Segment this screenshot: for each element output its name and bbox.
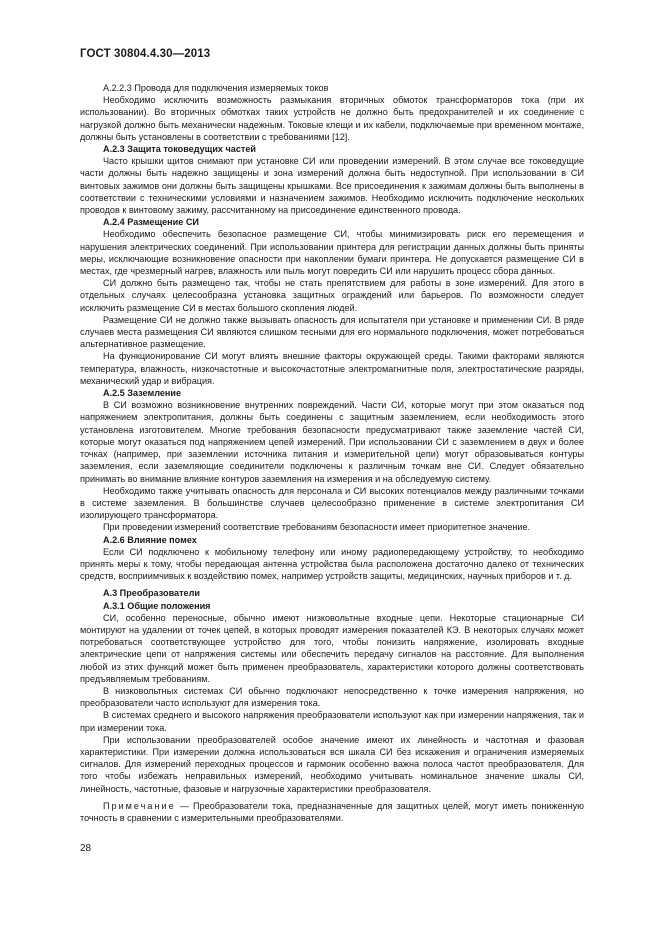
note-paragraph — [80, 800, 584, 824]
paragraph: В СИ возможно возникновение внутренних повреждений. Части СИ, которые могут при этом оказаться под напряжением электропитания, должны быть соединены с защитным заземлением, если необходимость этого установлена изготовителем. Многие требования безопасности предусматривают также заземление частей СИ, которые могут оказаться под напряжением цепей измерений. При использовании СИ с заземлением в двух и более точках (например, при заземлении источника питания и измерительной цепи) могут образовываться контуры заземления, если заземляющие соединители подключены к различным точкам вне СИ. Следует обязательно принимать во внимание влияние контуров заземления на измерения и на обследуемую систему. — [80, 400, 584, 484]
page-number: 28 — [80, 843, 92, 854]
section-heading: А.2.3 Защита токоведущих частей — [103, 144, 257, 155]
paragraph: Часто крышки щитов снимают при установке СИ или проведении измерений. В этом случае все токоведущие части должны быть надежно защищены и зона измерений должна быть недоступной. При использовании в СИ винтовых зажимов они должны быть защищены крышками. Все присоединения к зажимам должны быть выполнены в соответствии с техническими условиями и назначением зажимов. Необходимо исключить подключение нескольких проводов к винтовому зажиму, рассчитанному на присоединение единственного провода. — [80, 156, 584, 216]
section-heading: А.3 Преобразователи — [103, 588, 200, 599]
document-header: ГОСТ 30804.4.30—2013 — [80, 48, 211, 60]
paragraph: Если СИ подключено к мобильному телефону или иному радиопередающему устройству, то необходимо принять меры к тому, чтобы передающая антенна устройства была расположена достаточно далеко от технических средств, восприимчивых к воздействию помех, например устройств защиты, медицинских, научных приборов и т. д. — [80, 546, 584, 582]
section-heading: А.3.1 Общие положения — [103, 600, 211, 611]
paragraph: На функционирование СИ могут влиять внешние факторы окружающей среды. Такими факторами являются температура, влажность, низкочастотные и высокочастотные электромагнитные поля, электростатические разряды, механический удар и вибрация. — [80, 351, 584, 386]
subsection-heading: А.2.2.3 Провода для подключения измеряемых токов — [103, 83, 329, 93]
document-body — [80, 82, 584, 824]
paragraph: В системах среднего и высокого напряжения преобразователи используют как при измерении напряжения, так и при измерении тока. — [80, 710, 584, 733]
note-label: Примечание — [103, 800, 176, 811]
paragraph: При использовании преобразователей особое значение имеют их линейность и частотная и фазовая характеристики. При измерении должна использоваться вся шкала СИ без искажения и ограничения измеряемых сигналов. Для измерений переходных процессов и гармоник особенно важна полоса частот преобразователя. Для того чтобы избежать неправильных измерений, необходимо учитывать номинальное значение шкалы СИ, линейность, частотные, фазовые и нагрузочные характеристики преобразователя. — [80, 734, 584, 794]
paragraph: В низковольтных системах СИ обычно подключают непосредственно к точке измерения напряжения, но преобразователи часто используют для измерения тока. — [80, 685, 584, 709]
paragraph: Необходимо обеспечить безопасное размещение СИ, чтобы минимизировать риск его перемещения и нарушения электрических соединений. При использовании принтера для регистрации данных должны быть приняты меры, исключающие возникновение опасности при накоплении бумаги принтера. Не допускается размещение СИ в местах, где чрезмерный нагрев, влажность или пыль могут повредить СИ или нарушить процесс сбора данных. — [80, 229, 584, 277]
section-heading: А.2.4 Размещение СИ — [103, 217, 199, 228]
paragraph: Необходимо исключить возможность размыкания вторичных обмоток трансформаторов тока (при их использовании). Во вторичных обмотках таких устройств не должно быть предохранителей и их соединение с нагрузкой должно быть механически надежным. Токовые клещи и их кабели, подключаемые при временном монтаже, должны быть установлены в соответствии с требованиями [12]. — [80, 95, 584, 142]
paragraph: СИ, особенно переносные, обычно имеют низковольтные входные цепи. Некоторые стационарные СИ монтируют на удалении от точек цепей, в которых проводят измерения показателей КЭ. В некоторых случаях может потребоваться соответствующее устройство для того, чтобы понизить напряжение, изолировать входные электрические цепи от напряжения системы или обеспечить передачу сигналов на расстояние. Для выполнения любой из этих функций может быть применен преобразователь, характеристики которого должны соответствовать предъявляемым требованиям. — [80, 612, 584, 684]
paragraph: СИ должно быть размещено так, чтобы не стать препятствием для работы в зоне измерений. Для этого в отдельных случаях целесообразна установка защитных ограждений или барьеров. По возможности следует исключить размещение СИ в местах большого скопления людей. — [80, 278, 584, 313]
section-heading: А.2.6 Влияние помех — [103, 534, 197, 545]
note-text: — Преобразователи тока, предназначенные для защитных целей, могут иметь пониженную точность в сравнении с измерительными преобразователями. — [80, 800, 584, 823]
paragraph: Необходимо также учитывать опасность для персонала и СИ высоких потенциалов между различными точками в системе заземления. В большинстве случаев целесообразно применение в системе электропитания СИ изолирующего трансформатора. — [80, 485, 584, 521]
section-heading: А.2.5 Заземление — [103, 388, 182, 399]
paragraph: Размещение СИ не должно также вызывать опасность для испытателя при установке и применении СИ. В ряде случаев места размещения СИ являются слишком тесными для его нормального подключения, может потребоваться альтернативное размещение. — [80, 314, 584, 350]
paragraph: При проведении измерений соответствие требованиям безопасности имеет приоритетное значение. — [103, 522, 531, 533]
